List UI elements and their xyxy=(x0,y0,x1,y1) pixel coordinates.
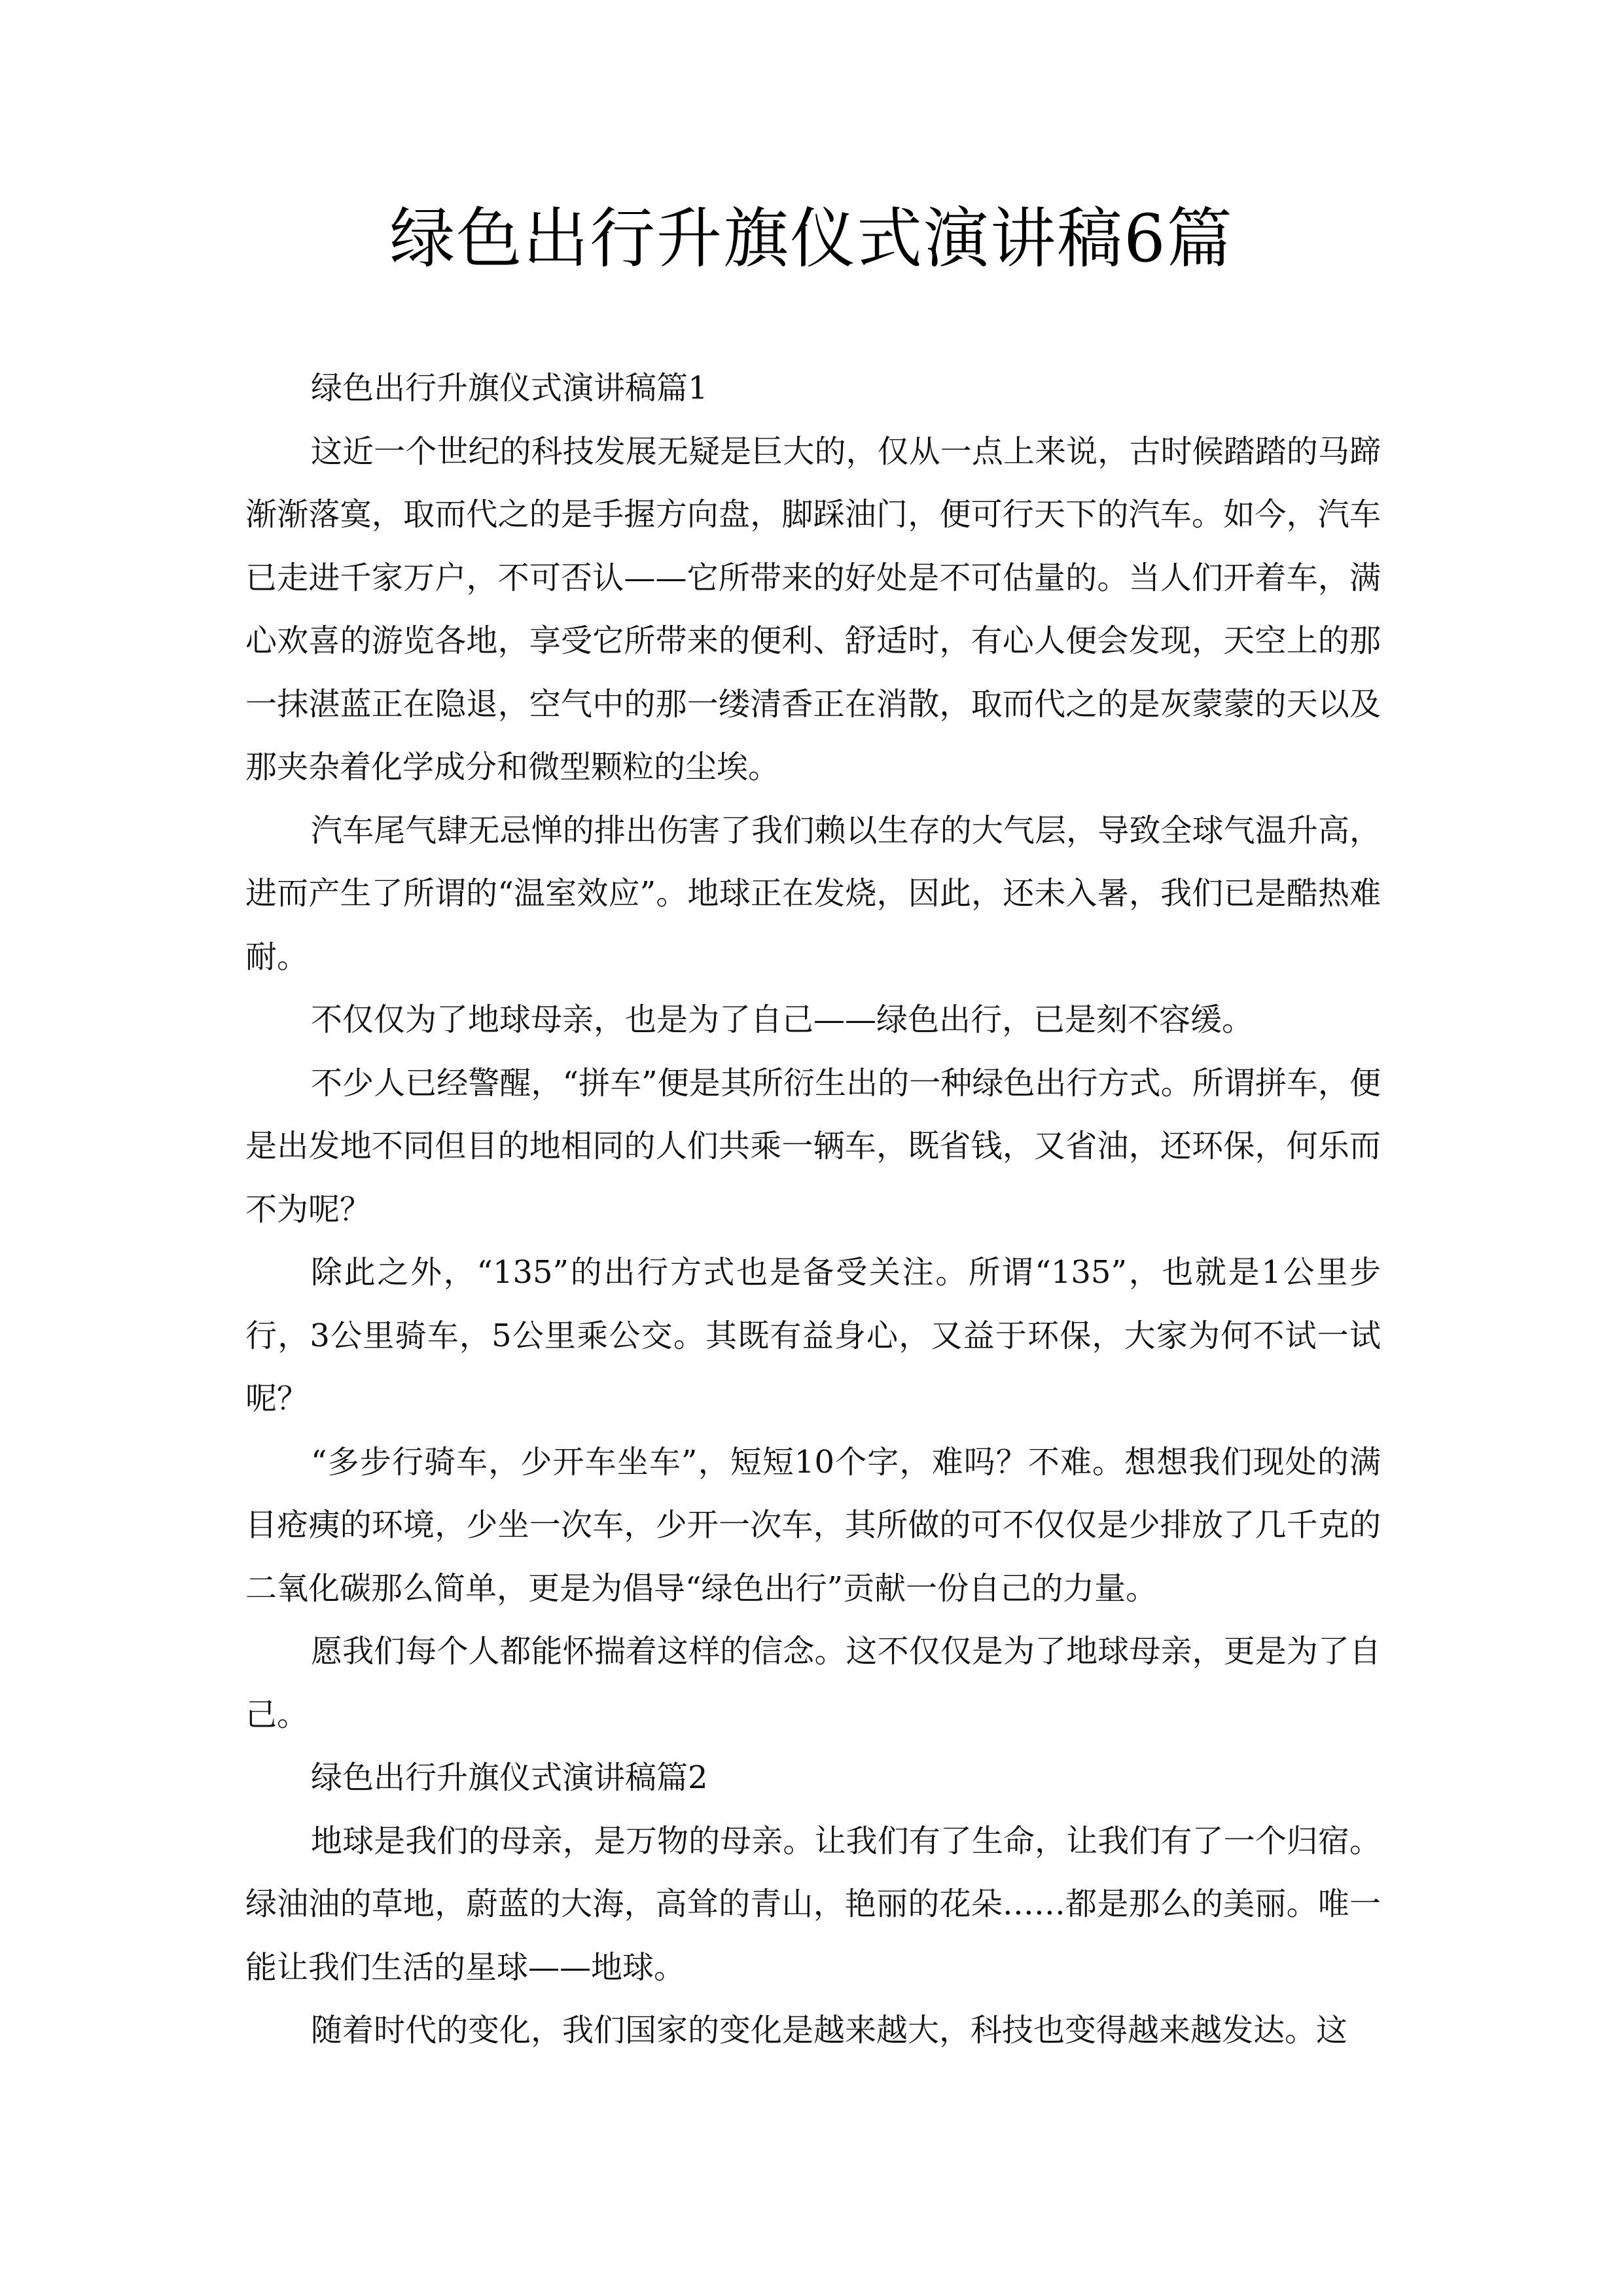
paragraph: 这近一个世纪的科技发展无疑是巨大的，仅从一点上来说，古时候踏踏的马蹄渐渐落寞，取而代之的是手握方向盘，脚踩油门，便可行天下的汽车。如今，汽车已走进千家万户，不可否认——它所带来的好处是不可估量的。当人们开着车，满心欢喜的游览各地，享受它所带来的便利、舒适时，有心人便会发现，天空上的那一抹湛蓝正在隐退，空气中的那一缕清香正在消散，取而代之的是灰蒙蒙的天以及那夹杂着化学成分和微型颗粒的尘埃。 xyxy=(245,433,1381,785)
section-heading-1: 绿色出行升旗仪式演讲稿篇1 xyxy=(311,370,708,406)
document-title: 绿色出行升旗仪式演讲稿6篇 xyxy=(389,200,1234,277)
paragraph: “多步行骑车，少开车坐车”，短短10个字，难吗？不难。想想我们现处的满目疮痍的环境，少坐一次车，少开一次车，其所做的可不仅仅是少排放了几千克的二氧化碳那么简单，更是为倡导“绿色出行”贡献一份自己的力量。 xyxy=(245,1443,1381,1607)
paragraph: 不仅仅为了地球母亲，也是为了自己——绿色出行，已是刻不容缓。 xyxy=(311,1001,1254,1038)
paragraph: 愿我们每个人都能怀揣着这样的信念。这不仅仅是为了地球母亲，更是为了自己。 xyxy=(245,1633,1381,1733)
paragraph: 汽车尾气肆无忌惮的排出伤害了我们赖以生存的大气层，导致全球气温升高，进而产生了所谓的“温室效应”。地球正在发烧，因此，还未入暑，我们已是酷热难耐。 xyxy=(245,812,1381,975)
paragraph: 地球是我们的母亲，是万物的母亲。让我们有了生命，让我们有了一个归宿。绿油油的草地，蔚蓝的大海，高耸的青山，艳丽的花朵……都是那么的美丽。唯一能让我们生活的星球——地球。 xyxy=(245,1822,1381,1986)
paragraph: 随着时代的变化，我们国家的变化是越来越大，科技也变得越来越发达。这 xyxy=(311,2012,1348,2049)
paragraph: 不少人已经警醒，“拼车”便是其所衍生出的一种绿色出行方式。所谓拼车，便是出发地不同但目的地相同的人们共乘一辆车，既省钱，又省油，还环保，何乐而不为呢？ xyxy=(245,1064,1381,1228)
document-body xyxy=(245,357,1381,2062)
section-heading-2: 绿色出行升旗仪式演讲稿篇2 xyxy=(311,1759,708,1796)
paragraph: 除此之外，“135”的出行方式也是备受关注。所谓“135”，也就是1公里步行，3公里骑车，5公里乘公交。其既有益身心，又益于环保，大家为何不试一试呢？ xyxy=(245,1254,1381,1417)
